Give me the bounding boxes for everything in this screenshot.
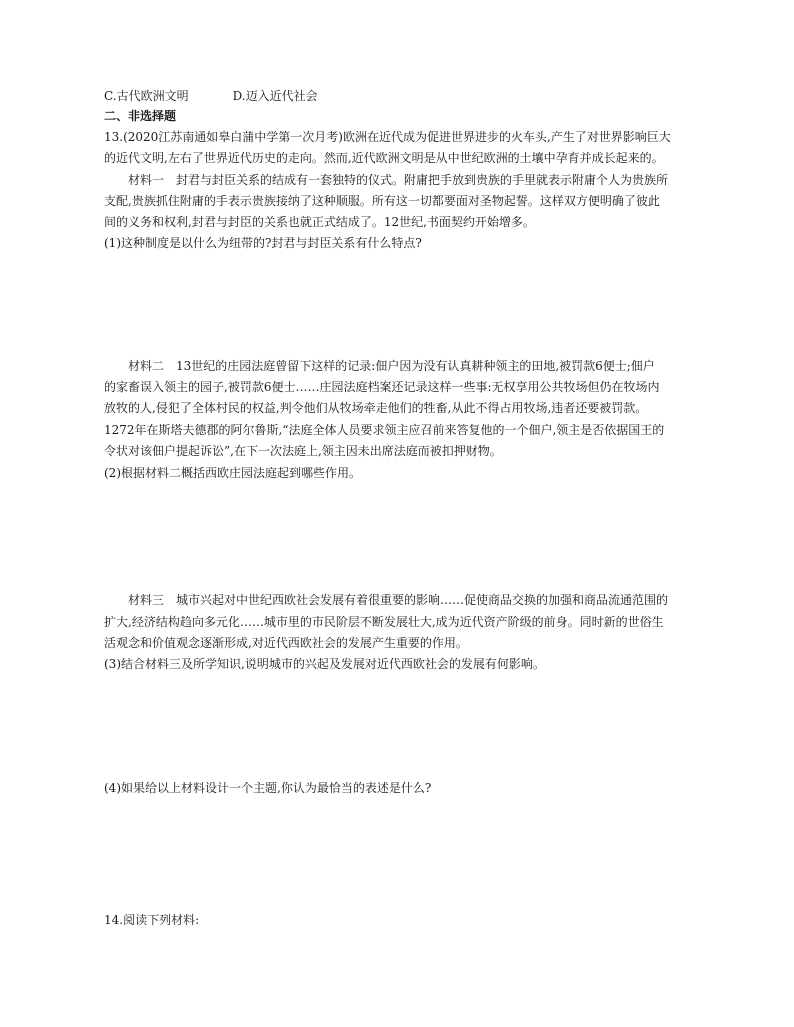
section-heading: 二、非选择题 <box>104 109 177 123</box>
material-1-line-1: 材料一 封君与封臣关系的结成有一套独特的仪式。附庸把手放到贵族的手里就表示附庸个人为贵族所 <box>128 173 669 187</box>
material-3-line-2: 扩大,经济结构趋向多元化……城市里的市民阶层不断发展壮大,成为近代资产阶级的前身。同时新的世俗生 <box>104 615 664 629</box>
material-1-line-2: 支配,贵族抓住附庸的手表示贵族接纳了这种顺服。所有这一切都要面对圣物起誓。这样双方便明确了彼此 <box>104 194 660 208</box>
material-2-line-1: 材料二 13世纪的庄园法庭曾留下这样的记录:佃户因为没有认真耕种领主的田地,被罚款6便士;佃户 <box>128 359 655 373</box>
q13-intro-line-2: 的近代文明,左右了世界近代历史的走向。然而,近代欧洲文明是从中世纪欧洲的土壤中孕育并成长起来的。 <box>104 151 664 165</box>
question-3: (3)结合材料三及所学知识,说明城市的兴起及发展对近代西欧社会的发展有何影响。 <box>104 657 545 671</box>
material-3-line-3: 活观念和价值观念逐渐形成,对近代西欧社会的发展产生重要的作用。 <box>104 636 468 650</box>
option-c: C.古代欧洲文明 <box>104 89 189 103</box>
material-2-line-3: 放牧的人,侵犯了全体村民的权益,判令他们从牧场牵走他们的牲畜,从此不得占用牧场,违者还要被罚款。 <box>104 401 648 415</box>
material-2-line-2: 的家畜误入领主的园子,被罚款6便士……庄园法庭档案还记录这样一些事:无权享用公共牧场但仍在牧场内 <box>104 380 660 394</box>
question-2: (2)根据材料二概括西欧庄园法庭起到哪些作用。 <box>104 466 361 480</box>
material-1-line-3: 间的义务和权利,封君与封臣的关系也就正式结成了。12世纪,书面契约开始增多。 <box>104 215 535 229</box>
q14-intro: 14.阅读下列材料: <box>104 913 200 927</box>
material-2-line-5: 令状对该佃户提起诉讼”,在下一次法庭上,领主因未出席法庭而被扣押财物。 <box>104 444 502 458</box>
material-2-line-4: 1272年在斯塔夫德郡的阿尔鲁斯,“法庭全体人员要求领主应召前来答复他的一个佃户,领主是否依据国王的 <box>104 423 665 437</box>
q13-intro-line-1: 13.(2020江苏南通如皋白蒲中学第一次月考)欧洲在近代成为促进世界进步的火车头,产生了对世界影响巨大 <box>104 130 671 144</box>
question-4: (4)如果给以上材料设计一个主题,你认为最恰当的表述是什么? <box>104 781 432 795</box>
option-line <box>104 86 696 106</box>
question-1: (1)这种制度是以什么为纽带的?封君与封臣关系有什么特点? <box>104 236 422 250</box>
material-3-line-1: 材料三 城市兴起对中世纪西欧社会发展有着很重要的影响……促使商品交换的加强和商品流通范围的 <box>128 593 669 607</box>
option-d: D.迈入近代社会 <box>232 89 318 103</box>
